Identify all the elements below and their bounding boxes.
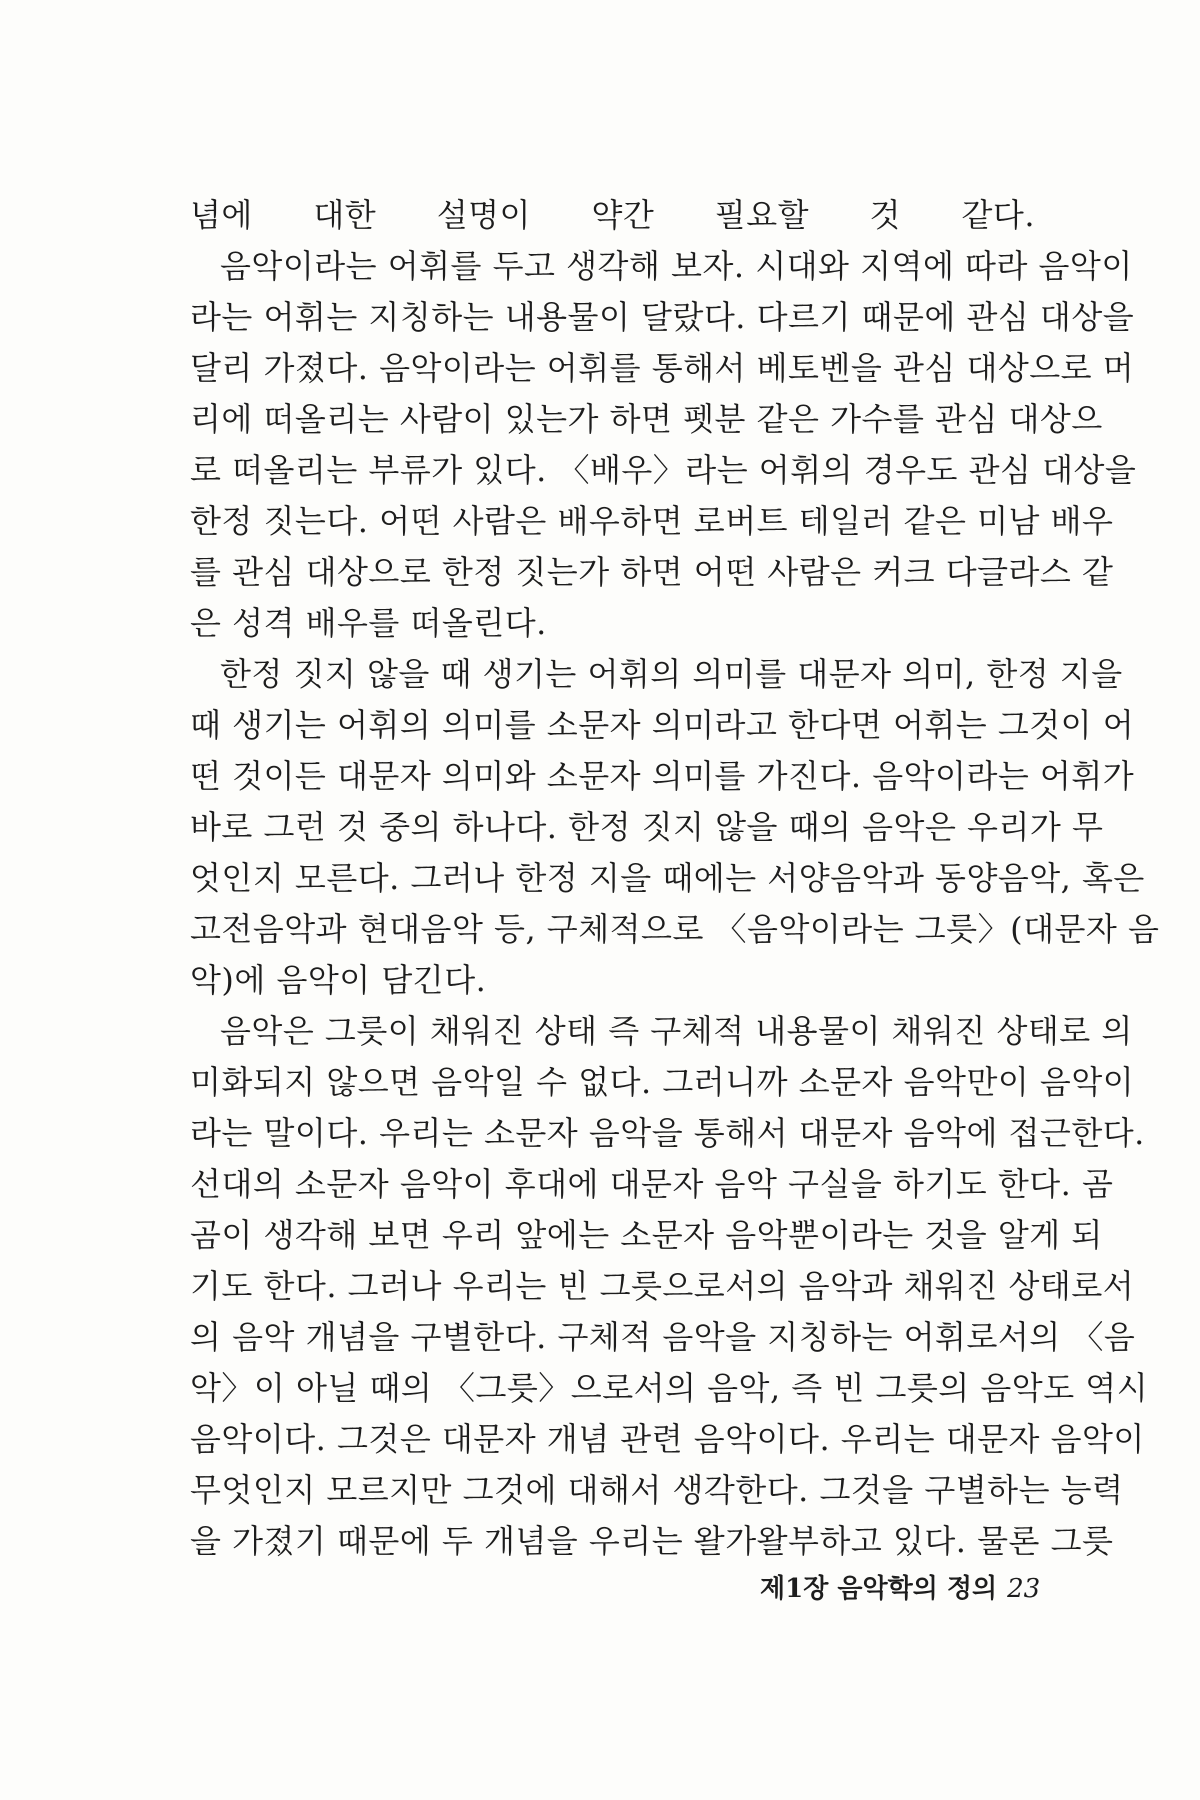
text-line: 은 성격 배우를 떠올린다. <box>190 604 547 642</box>
text-line: 음악이라는 어휘를 두고 생각해 보자. 시대와 지역에 따라 음악이 <box>220 247 1133 285</box>
text-line: 념에 대한 설명이 약간 필요할 것 같다. <box>190 196 1035 234</box>
text-line: 기도 한다. 그러나 우리는 빈 그릇으로서의 음악과 채워진 상태로서 <box>190 1267 1135 1305</box>
text-line: 바로 그런 것 중의 하나다. 한정 짓지 않을 때의 음악은 우리가 무 <box>190 808 1104 846</box>
text-line: 때 생기는 어휘의 의미를 소문자 의미라고 한다면 어휘는 그것이 어 <box>190 706 1135 744</box>
text-line: 달리 가졌다. 음악이라는 어휘를 통해서 베토벤을 관심 대상으로 머 <box>190 349 1135 387</box>
page-footer <box>760 1568 1041 1605</box>
text-line: 고전음악과 현대음악 등, 구체적으로 〈음악이라는 그릇〉(대문자 음 <box>190 910 1160 948</box>
text-line: 를 관심 대상으로 한정 짓는가 하면 어떤 사람은 커크 다글라스 같 <box>190 553 1114 591</box>
page-number: 23 <box>1007 1574 1041 1604</box>
text-line: 라는 어휘는 지칭하는 내용물이 달랐다. 다르기 때문에 관심 대상을 <box>190 298 1135 336</box>
page-body <box>190 190 1160 1567</box>
text-line: 엇인지 모른다. 그러나 한정 지을 때에는 서양음악과 동양음악, 혹은 <box>190 859 1145 897</box>
text-line: 음악은 그릇이 채워진 상태 즉 구체적 내용물이 채워진 상태로 의 <box>220 1012 1133 1050</box>
text-line: 선대의 소문자 음악이 후대에 대문자 음악 구실을 하기도 한다. 곰 <box>190 1165 1114 1203</box>
text-line: 한정 짓는다. 어떤 사람은 배우하면 로버트 테일러 같은 미남 배우 <box>190 502 1114 540</box>
text-line: 곰이 생각해 보면 우리 앞에는 소문자 음악뿐이라는 것을 알게 되 <box>190 1216 1103 1254</box>
text-line: 음악이다. 그것은 대문자 개념 관련 음악이다. 우리는 대문자 음악이 <box>190 1420 1145 1458</box>
text-line: 리에 떠올리는 사람이 있는가 하면 펫분 같은 가수를 관심 대상으 <box>190 400 1103 438</box>
text-line: 한정 짓지 않을 때 생기는 어휘의 의미를 대문자 의미, 한정 지을 <box>220 655 1123 693</box>
text-line: 의 음악 개념을 구별한다. 구체적 음악을 지칭하는 어휘로서의 〈음 <box>190 1318 1136 1356</box>
text-line: 라는 말이다. 우리는 소문자 음악을 통해서 대문자 음악에 접근한다. <box>190 1114 1145 1152</box>
text-line: 떤 것이든 대문자 의미와 소문자 의미를 가진다. 음악이라는 어휘가 <box>190 757 1135 795</box>
chapter-title: 제1장 음악학의 정의 <box>760 1574 998 1604</box>
text-line: 무엇인지 모르지만 그것에 대해서 생각한다. 그것을 구별하는 능력 <box>190 1471 1124 1509</box>
text-line: 미화되지 않으면 음악일 수 없다. 그러니까 소문자 음악만이 음악이 <box>190 1063 1135 1101</box>
text-line: 악〉이 아닐 때의 〈그릇〉으로서의 음악, 즉 빈 그릇의 음악도 역시 <box>190 1369 1149 1407</box>
text-line: 로 떠올리는 부류가 있다. 〈배우〉라는 어휘의 경우도 관심 대상을 <box>190 451 1137 489</box>
text-line: 악)에 음악이 담긴다. <box>190 961 487 999</box>
text-line: 을 가졌기 때문에 두 개념을 우리는 왈가왈부하고 있다. 물론 그릇 <box>190 1522 1114 1560</box>
